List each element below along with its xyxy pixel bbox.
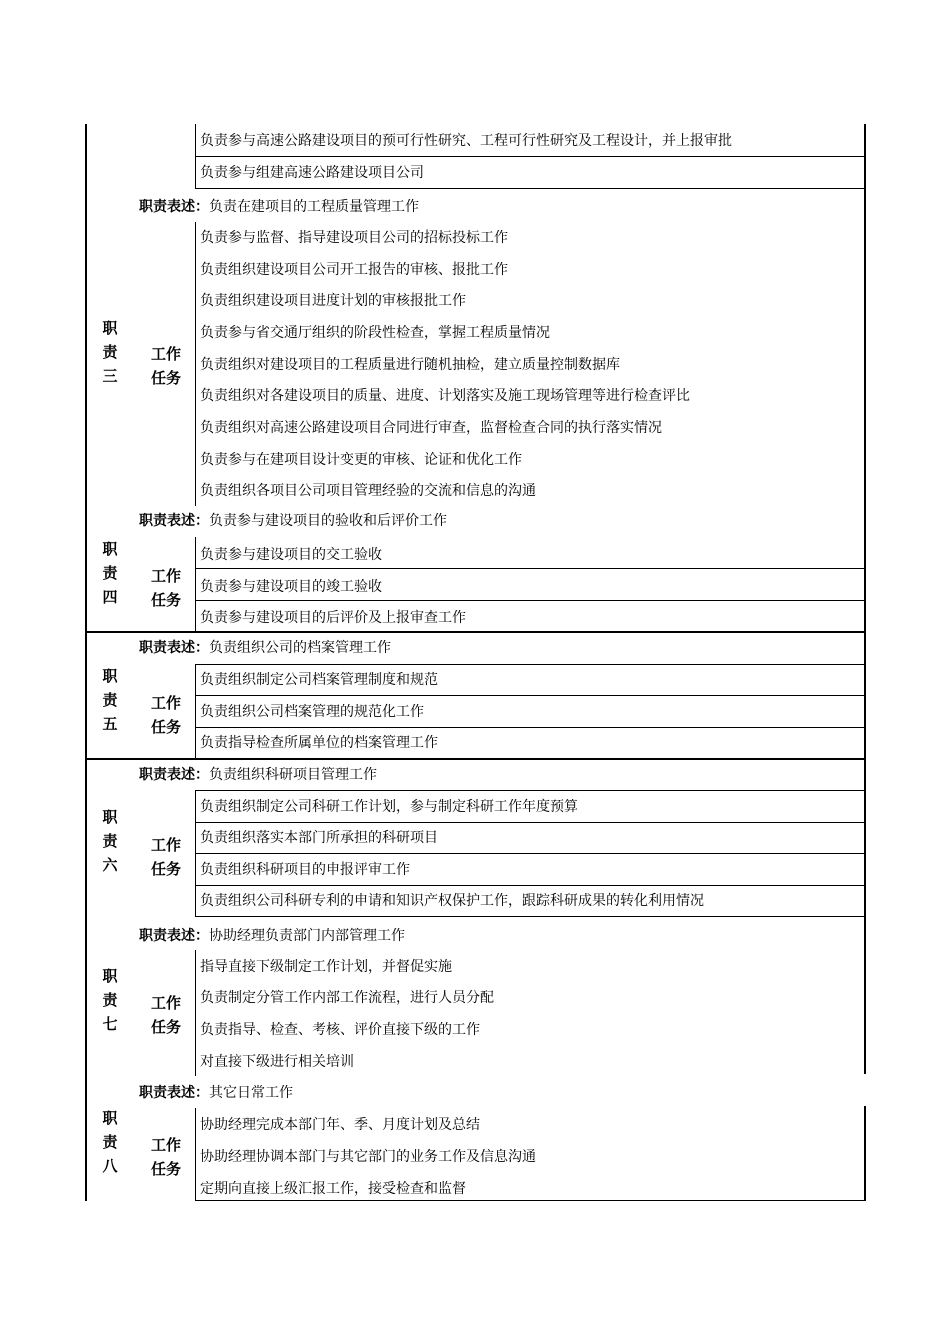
task-item: 指导直接下级制定工作计划，并督促实施 (200, 959, 452, 975)
duty-summary (139, 765, 377, 785)
duty-summary (139, 197, 419, 217)
task-item: 负责组织科研项目的申报评审工作 (200, 862, 410, 878)
duty-summary (139, 926, 405, 946)
task-column-divider (195, 222, 196, 506)
task-item: 负责参与组建高速公路建设项目公司 (200, 165, 424, 181)
task-item: 负责组织对各建设项目的质量、进度、计划落实及施工现场管理等进行检查评比 (200, 388, 690, 404)
row-divider (195, 853, 865, 854)
task-column-divider (195, 664, 196, 759)
summary-label: 职责表述： (139, 513, 209, 529)
duty-summary (139, 638, 391, 658)
task-column-divider (195, 950, 196, 1076)
task-item: 负责组织建设项目公司开工报告的审核、报批工作 (200, 262, 508, 278)
task-item: 对直接下级进行相关培训 (200, 1054, 354, 1070)
summary-label: 职责表述： (139, 199, 209, 215)
task-label: 工作 任务 (150, 994, 181, 1036)
table-right-border-lower (864, 1106, 866, 1201)
task-item: 负责指导、检查、考核、评价直接下级的工作 (200, 1022, 480, 1038)
row-divider (195, 695, 865, 696)
duty-label: 职 责 六 (102, 808, 118, 874)
row-divider (195, 664, 865, 665)
task-item: 负责指导检查所属单位的档案管理工作 (200, 735, 438, 751)
task-item: 负责参与建设项目的竣工验收 (200, 579, 382, 595)
summary-label: 职责表述： (139, 767, 209, 783)
task-item: 负责参与建设项目的交工验收 (200, 547, 382, 563)
task-item: 定期向直接上级汇报工作，接受检查和监督 (200, 1181, 466, 1197)
row-divider (195, 885, 865, 886)
task-label: 工作 任务 (150, 345, 181, 387)
summary-text: 负责组织科研项目管理工作 (209, 767, 377, 783)
task-label: 工作 任务 (150, 1136, 181, 1178)
table-left-border (85, 124, 87, 1201)
duty-label: 职 责 四 (102, 540, 118, 606)
task-item: 负责组织建设项目进度计划的审核报批工作 (200, 293, 466, 309)
row-divider (195, 156, 865, 157)
task-item: 负责参与高速公路建设项目的预可行性研究、工程可行性研究及工程设计，并上报审批 (200, 133, 732, 149)
task-column-divider (195, 791, 196, 917)
duty-label: 职 责 五 (102, 667, 118, 733)
task-item: 协助经理完成本部门年、季、月度计划及总结 (200, 1117, 480, 1133)
task-label: 工作 任务 (150, 836, 181, 878)
section-divider (85, 758, 866, 760)
summary-text: 协助经理负责部门内部管理工作 (209, 928, 405, 944)
summary-label: 职责表述： (139, 928, 209, 944)
task-item: 负责组织对建设项目的工程质量进行随机抽检，建立质量控制数据库 (200, 357, 620, 373)
task-item: 负责参与省交通厅组织的阶段性检查，掌握工程质量情况 (200, 325, 550, 341)
row-divider (195, 600, 865, 601)
summary-text: 负责组织公司的档案管理工作 (209, 640, 391, 656)
summary-label: 职责表述： (139, 1085, 209, 1101)
section-divider (85, 631, 866, 633)
row-divider (195, 727, 865, 728)
row-divider (195, 1200, 865, 1201)
duty-label: 职 责 八 (102, 1109, 118, 1175)
summary-text: 其它日常工作 (209, 1085, 293, 1101)
row-divider (195, 790, 865, 791)
table-right-border (864, 124, 866, 1074)
task-item: 负责参与监督、指导建设项目公司的招标投标工作 (200, 230, 508, 246)
duty-label: 职 责 七 (102, 967, 118, 1033)
task-item: 协助经理协调本部门与其它部门的业务工作及信息沟通 (200, 1149, 536, 1165)
row-divider (195, 188, 865, 189)
duty-summary (139, 1083, 293, 1103)
task-label: 工作 任务 (150, 567, 181, 609)
task-label: 工作 任务 (150, 694, 181, 736)
task-item: 负责参与建设项目的后评价及上报审查工作 (200, 610, 466, 626)
duty-summary (139, 511, 447, 531)
task-item: 负责组织制定公司档案管理制度和规范 (200, 672, 438, 688)
row-divider (195, 822, 865, 823)
task-item: 负责组织公司档案管理的规范化工作 (200, 704, 424, 720)
summary-text: 负责参与建设项目的验收和后评价工作 (209, 513, 447, 529)
row-divider (195, 568, 865, 569)
task-item: 负责组织制定公司科研工作计划，参与制定科研工作年度预算 (200, 799, 578, 815)
task-item: 负责组织各项目公司项目管理经验的交流和信息的沟通 (200, 483, 536, 499)
task-item: 负责组织对高速公路建设项目合同进行审查，监督检查合同的执行落实情况 (200, 420, 662, 436)
task-item: 负责制定分管工作内部工作流程，进行人员分配 (200, 990, 494, 1006)
row-divider (195, 916, 865, 917)
task-item: 负责组织落实本部门所承担的科研项目 (200, 830, 438, 846)
task-item: 负责参与在建项目设计变更的审核、论证和优化工作 (200, 452, 522, 468)
summary-text: 负责在建项目的工程质量管理工作 (209, 199, 419, 215)
task-item: 负责组织公司科研专利的申请和知识产权保护工作，跟踪科研成果的转化利用情况 (200, 893, 704, 909)
task-column-divider (195, 537, 196, 632)
summary-label: 职责表述： (139, 640, 209, 656)
duty-label: 职 责 三 (102, 319, 118, 385)
task-column-divider (195, 1108, 196, 1201)
